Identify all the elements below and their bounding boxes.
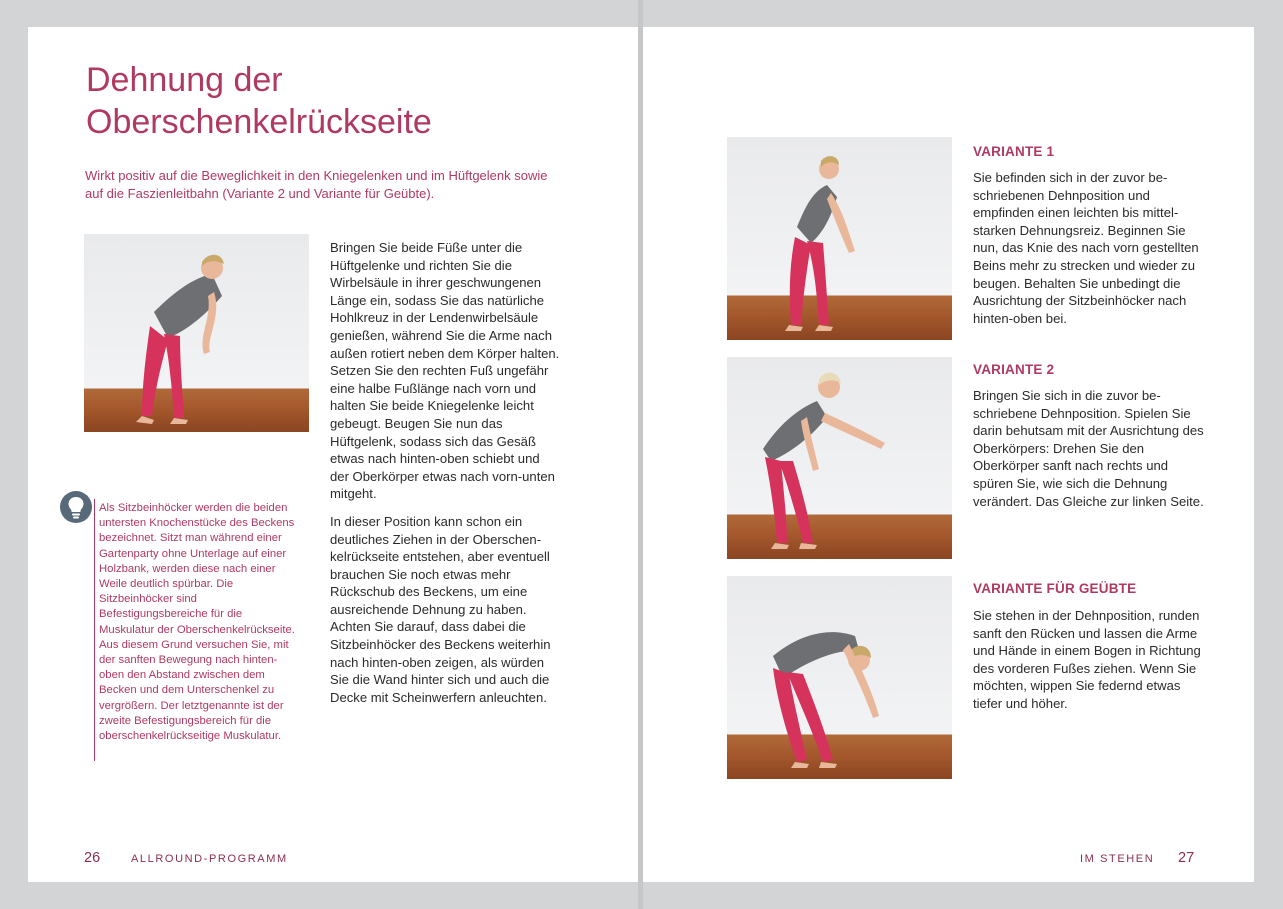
main-text-column: [330, 239, 562, 706]
woman-bent-forward-figure: [727, 137, 952, 340]
lightbulb-icon: [60, 491, 92, 523]
section-label-left: ALLROUND-PROGRAMM: [131, 853, 288, 865]
woman-twisting-figure: [727, 357, 952, 559]
intro-text: Wirkt positiv auf die Beweglichkeit in den Kniegelenken und im Hüftgelenk sowie auf die Faszienleitbahn (Variante 2 und Variante für Geübte).: [85, 168, 548, 201]
right-page: [643, 27, 1254, 882]
left-page: [28, 27, 638, 882]
page-number-right: 27: [1178, 850, 1195, 866]
paragraph-1: Bringen Sie beide Füße unter die Hüftgelenke und richten Sie die Wirbelsäule in ihrer geschwungenen Länge ein, sodass Sie das natürliche Hohlkreuz in der Lendenwirbelsäule genießen, während Sie die Arme nach außen rotiert neben dem Körper halten. Setzen Sie den rechten Fuß ungefähr eine halbe Fußlänge nach vorn und halten Sie beide Kniegelenke leicht gebeugt. Beugen Sie nun das Hüftgelenk, sodass sich das Gesäß etwas nach hinten-oben schiebt und der Oberkörper etwas nach vorn-unten mitgeht.: [330, 240, 560, 502]
tip-box-text: Als Sitzbeinhöcker werden die beiden untersten Knochenstücke des Beckens bezeichnet. Sitzt man während einer Gartenparty ohne Unterlage auf einer Holzbank, werden diese nach einer Weile deutlich spürbar. Die Sitzbeinhöcker sind Befestigungsbereiche für die Muskulatur der Oberschenkelrückseite. Aus diesem Grund versuchen Sie, mit der sanften Bewegung nach hinten-oben den Abstand zwischen dem Becken und dem Unterschenkel zu vergrößern. Der letztgenannte ist der zweite Befestigungsbereich für die oberschenkelrückseitige Muskulatur.: [99, 502, 295, 743]
woman-rounded-back-figure: [727, 576, 952, 779]
page-number-left: 26: [84, 850, 101, 866]
variant-advanced-heading: VARIANTE FÜR GEÜBTE: [973, 581, 1137, 596]
woman-bent-forward-figure: [84, 234, 309, 432]
variant-advanced-text: Sie stehen in der Dehnposition, runden sanft den Rücken und lassen die Arme und Hände in einem Bogen in Richtung des vorderen Fußes ziehen. Wenn Sie möchten, wippen Sie federnd etwas tiefer und höher.: [973, 608, 1201, 711]
section-label-right: IM STEHEN: [1080, 853, 1155, 865]
page-title: [86, 59, 606, 143]
variant-2-text: Bringen Sie sich in die zuvor beschriebene Dehnposition. Spielen Sie darin behutsam mit der Ausrichtung des Oberkörpers: Drehen Sie den Oberkörper sanft nach rechts und spüren Sie, wie sich die Dehnung verändert. Das Gleiche zur linken Seite.: [973, 388, 1204, 509]
paragraph-2: In dieser Position kann schon ein deutliches Ziehen in der Oberschenkelrückseite entstehen, aber eventuell brauchen Sie noch etwas mehr Rückschub des Beckens, um eine ausreichende Dehnung zu haben. Achten Sie darauf, dass dabei die Sitzbeinhöcker des Beckens weiterhin nach hinten-oben zeigen, als würden Sie die Wand hinter sich und auch die Decke mit Scheinwerfern anleuchten.: [330, 513, 551, 705]
tip-divider: [94, 499, 95, 761]
variant-2-heading: VARIANTE 2: [973, 362, 1055, 377]
variant-advanced-photo: [727, 576, 952, 779]
variant-1-heading: VARIANTE 1: [973, 144, 1055, 159]
variant-1-photo: [727, 137, 952, 340]
variant-2-photo: [727, 357, 952, 559]
exercise-photo-main: [84, 234, 309, 432]
variant-1-text: Sie befinden sich in der zuvor beschriebenen Dehnposition und empfinden einen leichten bis mittelstarken Dehnungsreiz. Beginnen Sie nun, das Knie des nach vorn gestellten Beins mehr zu strecken und wieder zu beugen. Behalten Sie unbedingt die Ausrichtung der Sitzbeinhöcker nach hinten-oben bei.: [973, 170, 1199, 326]
title-line-2: Oberschenkelrückseite: [86, 103, 432, 141]
title-line-1: Dehnung der: [86, 61, 283, 99]
